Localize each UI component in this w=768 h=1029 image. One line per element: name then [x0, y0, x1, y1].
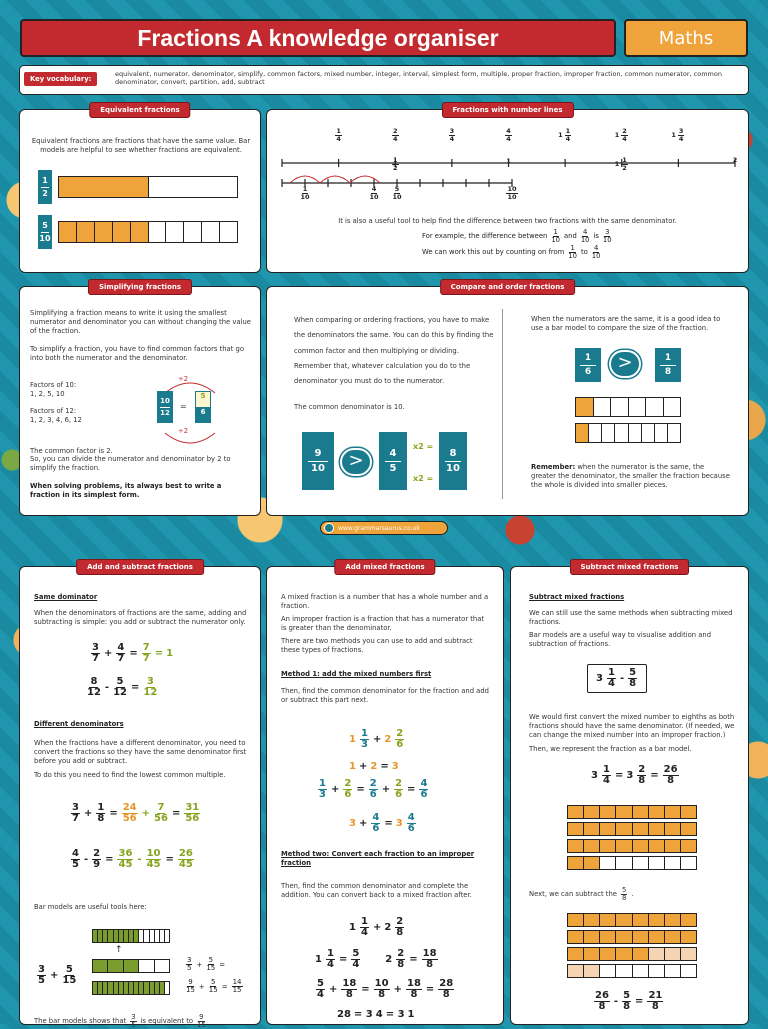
submixed-text-5: Next, we can subtract the 5 8 . — [529, 886, 634, 902]
top-tick-label: 2 4 — [392, 127, 398, 143]
compare-title: Compare and order fractions — [441, 280, 575, 294]
eq-submixed-box: 3 1 4 - 5 8 — [587, 664, 647, 693]
eq-bar-add: 3 5 + $\frac{5}{15}$ — [38, 964, 77, 986]
eq-method2-b: 1 $\frac{1}{4}$ = $\frac{5}{4}$ 2 $\frac{2}{8}$ = $\frac{18}{8}$ — [315, 948, 437, 970]
compare-card — [267, 283, 748, 515]
title-banner — [20, 19, 616, 57]
factors-12-label: Factors of 12: — [30, 407, 77, 415]
simplify-card — [20, 283, 260, 515]
bottom-tick-label: 1 10 — [300, 185, 310, 201]
top-end-label: 2 — [732, 156, 738, 164]
mixed-text-3: There are two methods you can use to add and subtract these types of fractions. — [281, 637, 473, 654]
same-denominator-heading: Same dominator — [34, 593, 98, 601]
eq-method2-c: 5 4 + $\frac{18}{8}$ = $\frac{10}{8}$ + $\frac{18}{8}$ = $\frac{28}{8}$ — [317, 978, 454, 1000]
mid-tick-label: 1 1 2 — [614, 156, 627, 172]
vocab-label: Key vocabulary: — [24, 72, 97, 86]
divide-top: ÷2 — [178, 375, 189, 383]
subject-banner — [624, 19, 748, 57]
addsub-card — [20, 563, 260, 1029]
eq-method2-d: 28 = 3 4 = 3 1 — [337, 1009, 415, 1020]
addsub-text-5: The bar models shows that 3 5 is equivalent to 9 15 — [34, 1013, 206, 1029]
method-2-heading: Method two: Convert each fraction to an improper fraction — [281, 850, 475, 867]
eq-method1-a: 1 1 3 + 2 2 6 — [349, 728, 404, 750]
addsub-text-3: To do this you need to find the lowest common multiple. — [34, 771, 226, 779]
compare-arrow-icon: > — [340, 448, 372, 476]
fraction-5-6: 5 6 — [195, 391, 211, 423]
eq-method1-b: 1 + 2 = 3 — [349, 761, 399, 772]
greater-than-icon: > — [609, 350, 641, 378]
top-tick-label: 3 4 — [449, 127, 455, 143]
subject-label: Maths — [658, 27, 714, 49]
bar-model-subtract — [567, 913, 697, 978]
different-denominators-heading: Different denominators — [34, 720, 124, 728]
simplify-text-2: To simplify a fraction, you have to find common factors that go into both the numerator and the denominator. — [30, 345, 245, 362]
bottom-tick-label: 4 10 — [369, 185, 379, 201]
submixed-text-3: We would first convert the mixed number to eighths as both fractions should have the same denominator. (If needed, we can change the mixed number into an improper fraction.) — [529, 713, 735, 739]
fraction-4-5: 4 5 — [379, 432, 407, 490]
eq-diff-sub: 4 5 - $\frac{2}{9}$ = $\frac{36}{45}$ - $\frac{10}{45}$ = $\frac{26}{45}$ — [72, 848, 193, 870]
simplify-text-4: So, you can divide the numerator and denominator by 2 to simplify the fraction. — [30, 455, 231, 472]
mid-tick-label: 1 2 — [392, 156, 398, 172]
equivalent-card — [20, 106, 260, 272]
equivalent-title: Equivalent fractions — [90, 103, 189, 117]
logo-icon — [324, 523, 334, 533]
page-title: Fractions A knowledge organiser — [137, 24, 499, 51]
top-tick-label: 4 4 — [506, 127, 511, 143]
website-link[interactable]: www.grammarsaurus.co.uk — [320, 521, 448, 535]
submixed-text-2: Bar models are a useful way to visualise addition and subtraction of fractions. — [529, 631, 712, 648]
numberline-text-2: For example, the difference between 1 10 and 4 10 is 3 10 — [422, 228, 612, 244]
numberline-text-1: It is also a useful tool to help find the difference between two fractions with the same denominator. — [338, 217, 677, 225]
mixed-title: Add mixed fractions — [335, 560, 434, 574]
factors-10-values: 1, 2, 5, 10 — [30, 390, 65, 398]
fraction-9-10: 9 10 — [302, 432, 334, 490]
factors-12-values: 1, 2, 3, 4, 6, 12 — [30, 416, 82, 424]
fraction-one-half: 1 2 — [38, 170, 52, 204]
top-tick-label: 1 4 — [336, 127, 341, 143]
fraction-1-6: 1 6 — [575, 348, 601, 382]
bar-tenths — [58, 221, 238, 243]
compare-text-3: When the numerators are the same, it is a good idea to use a bar model to compare the size of the fraction. — [531, 315, 721, 332]
vocab-text: equivalent, numerator, denominator, simplify, common factors, mixed number, integer, interval, simplest form, multiple, proper fraction, improper fraction, common numerator, common denominator, convert, partition, add, subtract — [115, 70, 722, 87]
divide-bottom: ÷2 — [178, 427, 189, 435]
fraction-8-10: 8 10 — [439, 432, 467, 490]
submixed-text-4: Then, we represent the fraction as a bar model. — [529, 745, 692, 753]
method-1-heading: Method 1: add the mixed numbers first — [281, 670, 432, 678]
fraction-1-8: 1 8 — [655, 348, 681, 382]
numberline-title: Fractions with number lines — [442, 103, 572, 117]
compare-text-2: The common denominator is 10. — [294, 403, 405, 411]
remember-text: Remember: when the numerator is the same, the greater the denominator, the smaller the fraction because the whole is divided into smaller pieces. — [531, 463, 730, 489]
bar-fifths — [92, 959, 170, 973]
fraction-10-12: 10 12 — [157, 391, 173, 423]
bottom-tick-label: 10 10 — [507, 185, 517, 201]
equivalent-text: Equivalent fractions are fractions that have the same value. Bar models are helpful to see whether fractions are equivalent. — [31, 137, 251, 154]
mixed-text-2: An improper fraction is a fraction that has a numerator that is greater than the denominator. — [281, 615, 485, 632]
bar-model-26-eighths — [567, 805, 697, 870]
mixed-card — [267, 563, 503, 1024]
eq-submixed-convert: 3 $\frac{1}{4}$ = 3 $\frac{2}{8}$ = $\frac{26}{8}$ — [591, 764, 678, 786]
addsub-text-2: When the fractions have a different denominator, you need to convert the fractions so they have the same denominator first before you add or subtract. — [34, 739, 247, 765]
vocab-bar — [20, 66, 748, 94]
top-tick-label: 1 3 4 — [671, 127, 684, 143]
eq-method2-a: 1 1 4 + 2 2 8 — [349, 916, 404, 938]
fraction-five-tenths: 5 10 — [38, 215, 52, 249]
eq-method1-c: 1 3 + $\frac{2}{6}$ = $\frac{2}{6}$ + $\frac{2}{6}$ = $\frac{4}{6}$ — [319, 778, 428, 800]
eq-same-sub: 8 12 - $\frac{5}{12}$ = $\frac{3}{12}$ — [87, 676, 158, 698]
addsub-title: Add and subtract fractions — [77, 560, 203, 574]
mixed-text-5: Then, find the common denominator and complete the addition. You can convert back to a mixed fraction after. — [281, 882, 472, 899]
eq-bar-side-2: 9 15 + $\frac{5}{15}$ = $\frac{14}{15}$ — [186, 978, 242, 994]
equals-sign: = — [180, 402, 187, 411]
eq-bar-side-1: 3 5 + $\frac{5}{15}$ = — [187, 956, 226, 972]
bar-eighths — [575, 423, 681, 443]
eq-submixed-result: 26 8 - $\frac{5}{8}$ = $\frac{21}{8}$ — [595, 990, 663, 1012]
addsub-text-1: When the denominators of fractions are the same, adding and subtracting is simple: you add or subtract the numerator only. — [34, 609, 247, 626]
simplify-text-1: Simplifying a fraction means to write it using the smallest numerator and denominator you can without changing the value of the fraction. — [30, 309, 251, 335]
bar-sixths — [575, 397, 681, 417]
submixed-text-1: We can still use the same methods when subtracting mixed fractions. — [529, 609, 733, 626]
mixed-text-1: A mixed fraction is a number that has a whole number and a fraction. — [281, 593, 489, 610]
mixed-text-4: Then, find the common denominator for the fraction and add or subtract this part next. — [281, 687, 489, 704]
compare-text-1: When comparing or ordering fractions, you have to make the denominators the same. You can do this by finding the common factor and then multiplying or dividing. Remember that, whatever calculation you do to the denominator you must do to the numerator. — [294, 316, 494, 386]
top-tick-label: 1 2 4 — [614, 127, 627, 143]
bar-fifteenths-b — [92, 981, 170, 995]
simplify-text-3: The common factor is 2. — [30, 447, 113, 455]
submixed-heading: Subtract mixed fractions — [529, 593, 625, 601]
arrow-up-icon: ↑ — [115, 945, 123, 955]
bottom-tick-label: 5 10 — [392, 185, 402, 201]
top-tick-label: 1 1 4 — [558, 127, 571, 143]
eq-diff-add: 3 7 + $\frac{1}{8}$ = $\frac{24}{56}$ + $\frac{7}{56}$ = $\frac{31}{56}$ — [72, 802, 200, 824]
eq-method1-d: 3 + $\frac{4}{6}$ = 3 4 6 — [349, 812, 415, 834]
factors-10-label: Factors of 10: — [30, 381, 77, 389]
mid-tick-label: 1 — [506, 157, 511, 165]
addsub-text-4: Bar models are useful tools here: — [34, 903, 147, 911]
simplify-text-5: When solving problems, its always best to write a fraction in its simplest form. — [30, 482, 222, 499]
submixed-title: Subtract mixed fractions — [571, 560, 689, 574]
numberline-card — [267, 106, 748, 272]
bar-halves — [58, 176, 238, 198]
multiply-label-top: x2 = — [413, 442, 434, 451]
eq-same-add: 3 7 + $\frac{4}{7}$ = $\frac{7}{7}$ = 1 — [92, 642, 174, 664]
submixed-card — [511, 563, 748, 1024]
simplify-title: Simplifying fractions — [89, 280, 191, 294]
multiply-label-bottom: x2 = — [413, 474, 434, 483]
compare-divider — [502, 309, 503, 499]
numberline-text-3: We can work this out by counting on from 1 10 to 4 10 — [422, 244, 601, 260]
bar-fifteenths-a — [92, 929, 170, 943]
